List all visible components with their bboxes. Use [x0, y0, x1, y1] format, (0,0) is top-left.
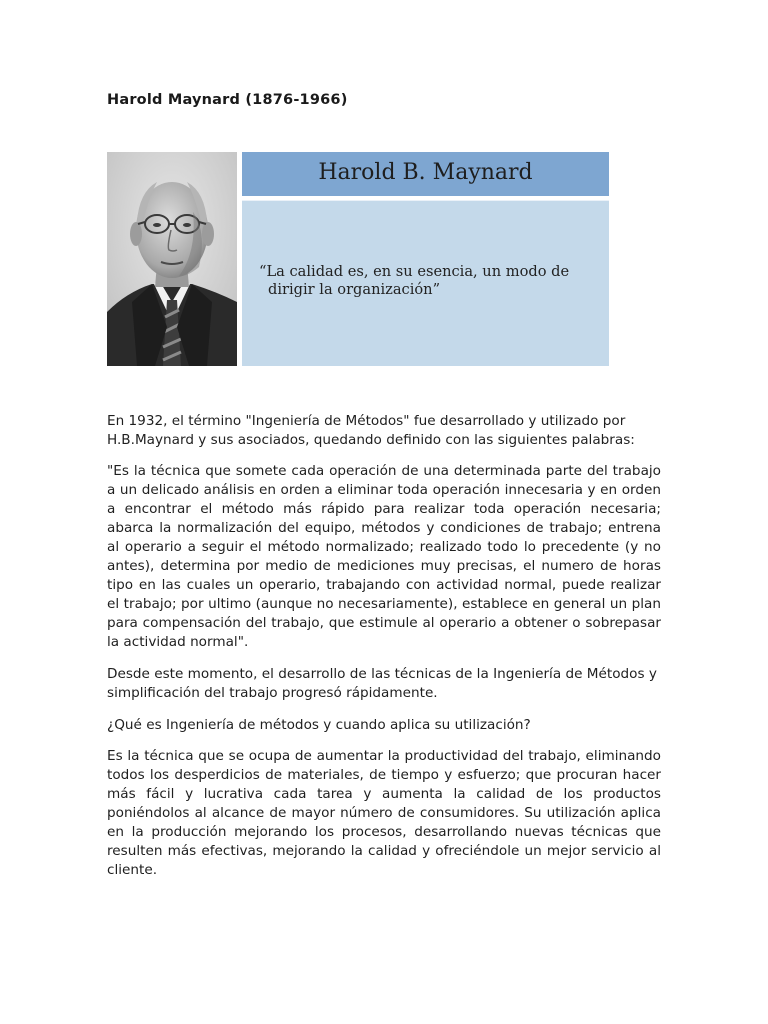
paragraph-question: ¿Qué es Ingeniería de métodos y cuando aplica su utilización?	[107, 717, 531, 733]
paragraph-definition: "Es la técnica que somete cada operación de una determinada parte del trabajo a un delicado análisis en orden a eliminar toda operación innecesaria y en orden a encontrar el método más rápido para realizar toda operación necesaria; abarca la normalización del equipo, métodos y condiciones de trabajo; entrena al operario a seguir el método normalizado; realizado todo lo precedente (y no antes), determina por medio de mediciones muy precisas, el numero de horas tipo en las cuales un operario, trabajando con actividad normal, puede realizar el trabajo; por ultimo (aunque no necesariamente), establece en general un plan para compensación del trabajo, que estimule al operario a obtener o sobrepasar la actividad normal".	[107, 463, 661, 650]
paragraph-progress: Desde este momento, el desarrollo de las técnicas de la Ingeniería de Métodos y simplificación del trabajo progresó rápidamente.	[107, 666, 657, 701]
paragraph-answer: Es la técnica que se ocupa de aumentar la productividad del trabajo, eliminando todos los desperdicios de materiales, de tiempo y esfuerzo; que procuran hacer más fácil y lucrativa cada tarea y aumenta la calidad de los productos poniéndolos al alcance de mayor número de consumidores. Su utilización aplica en la producción mejorando los procesos, desarrollando nuevas técnicas que resulten más efectivas, mejorando la calidad y ofreciéndole un mejor servicio al cliente.	[107, 748, 661, 878]
portrait-image	[107, 152, 237, 366]
maynard-figure	[107, 152, 609, 366]
paragraph-intro: En 1932, el término "Ingeniería de Métodos" fue desarrollado y utilizado por H.B.Maynard y sus asociados, quedando definido con las siguientes palabras:	[107, 413, 635, 448]
card-quote: “La calidad es, en su esencia, un modo de dirigir la organización”	[259, 263, 570, 298]
card-title: Harold B. Maynard	[318, 160, 533, 185]
card-title-bar	[242, 152, 609, 198]
card-quote-box	[242, 200, 609, 366]
portrait-illustration	[107, 152, 237, 366]
page-title: Harold Maynard (1876-1966)	[107, 92, 348, 108]
